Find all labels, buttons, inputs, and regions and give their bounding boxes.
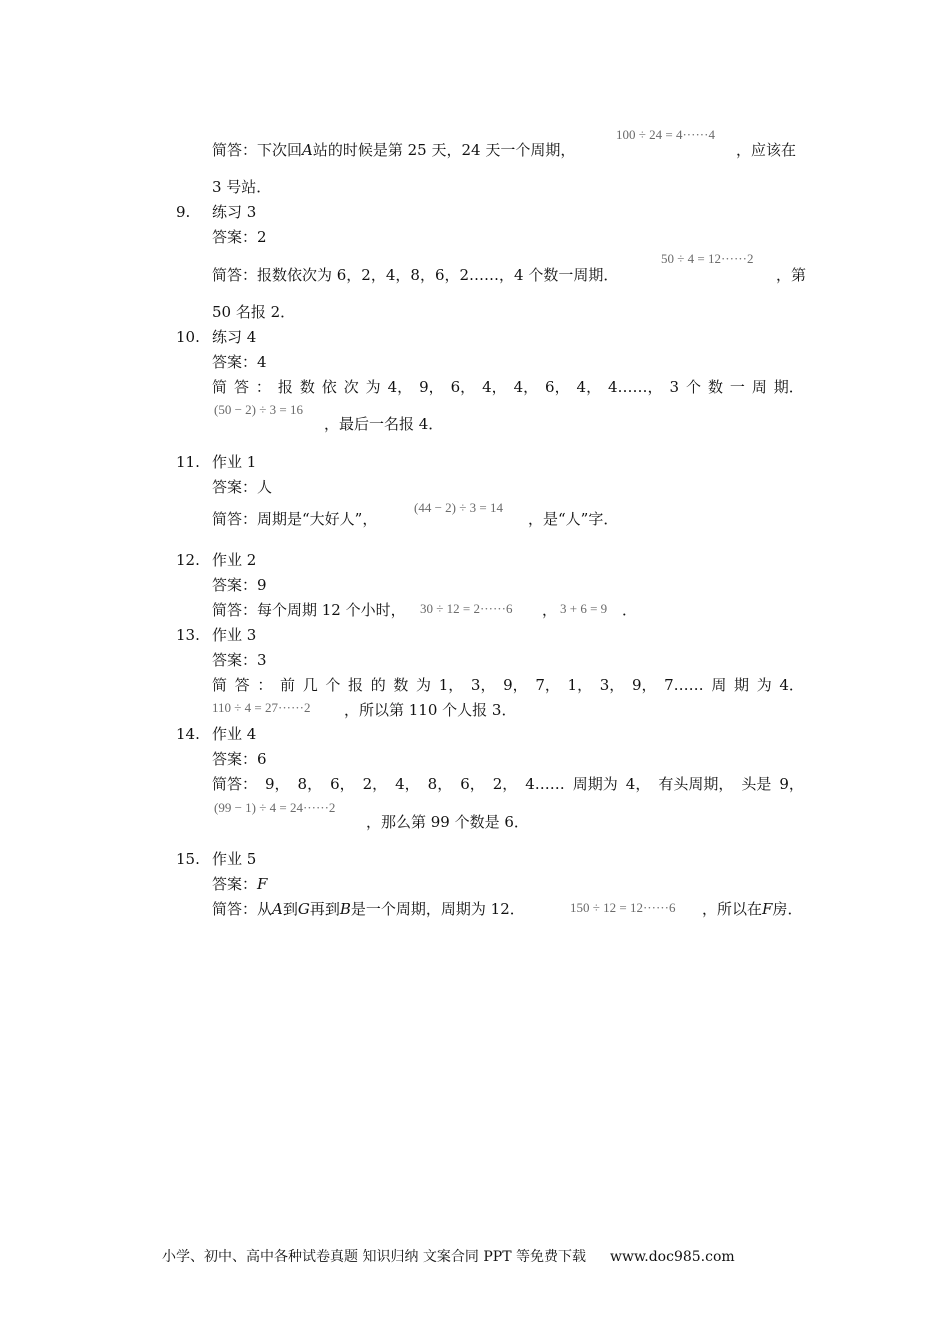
justified-token: 6， bbox=[460, 775, 485, 793]
justified-token: 期． bbox=[773, 378, 804, 396]
answer-label: 答案： bbox=[212, 875, 258, 893]
text-segment: 再到 bbox=[309, 900, 340, 918]
variable-a: A bbox=[302, 141, 313, 159]
justified-token: 简 bbox=[212, 676, 228, 694]
answer-line: 答案：2 bbox=[212, 228, 267, 246]
item-title: 作业 5 bbox=[212, 850, 257, 868]
justified-token: 的 bbox=[370, 676, 386, 694]
justified-token: 4， bbox=[513, 378, 539, 396]
math-expression: 150 ÷ 12 = 12······6 bbox=[570, 900, 676, 915]
justified-token: 为 bbox=[365, 378, 381, 396]
math-expression: (99 − 1) ÷ 4 = 24······2 bbox=[214, 800, 336, 815]
answer-line: 答案：4 bbox=[212, 353, 267, 371]
answer-line: 答案：人 bbox=[212, 478, 273, 496]
text-segment: ， bbox=[542, 601, 558, 619]
justified-token: 一 bbox=[729, 378, 745, 396]
justified-token: 7…… bbox=[664, 676, 704, 694]
footer-url[interactable]: www.doc985.com bbox=[609, 1249, 735, 1265]
answer-explanation-line bbox=[702, 899, 802, 919]
justified-token: 3， bbox=[599, 676, 625, 694]
justified-token: 几 bbox=[302, 676, 318, 694]
justified-token: 简答： bbox=[212, 775, 258, 793]
justified-token: 数 bbox=[393, 676, 409, 694]
variable-f: F bbox=[762, 900, 773, 918]
answer-explanation-line-justified bbox=[212, 774, 804, 794]
justified-token: 4． bbox=[779, 676, 804, 694]
justified-token: 1， bbox=[438, 676, 464, 694]
answer-line: 答案：6 bbox=[212, 750, 267, 768]
justified-token: 报 bbox=[348, 676, 364, 694]
justified-token: 数 bbox=[299, 378, 315, 396]
justified-token: 4， bbox=[387, 378, 413, 396]
justified-token: ： bbox=[255, 378, 271, 396]
justified-token: 4， bbox=[576, 378, 602, 396]
justified-token: 7， bbox=[535, 676, 560, 694]
item-title: 练习 4 bbox=[212, 328, 257, 346]
justified-token: 周 bbox=[751, 378, 767, 396]
justified-token: 3 bbox=[669, 378, 680, 396]
justified-token: 为 bbox=[416, 676, 432, 694]
answer-line bbox=[212, 874, 267, 894]
justified-token: 8， bbox=[427, 775, 453, 793]
justified-token: 4， bbox=[395, 775, 420, 793]
justified-token: 个 bbox=[325, 676, 341, 694]
justified-token: 答 bbox=[234, 676, 250, 694]
answer-explanation-line: 3 号站． bbox=[212, 178, 272, 196]
justified-token: 数 bbox=[707, 378, 723, 396]
text-segment: ，是“人”字． bbox=[528, 510, 619, 528]
justified-token: 次 bbox=[343, 378, 359, 396]
justified-token: 头是 bbox=[741, 775, 772, 793]
item-number: 9. bbox=[176, 203, 191, 221]
text-segment: ，所以第 110 个人报 3． bbox=[344, 701, 517, 719]
text-segment: ，所以在 bbox=[702, 900, 763, 918]
justified-token: 9， bbox=[419, 378, 444, 396]
justified-token: 9， bbox=[503, 676, 528, 694]
math-expression: 30 ÷ 12 = 2······6 bbox=[420, 601, 513, 616]
justified-token: 9， bbox=[631, 676, 657, 694]
item-title: 作业 4 bbox=[212, 725, 257, 743]
item-title: 练习 3 bbox=[212, 203, 257, 221]
item-title: 作业 3 bbox=[212, 626, 257, 644]
justified-token: 个 bbox=[685, 378, 701, 396]
answer-explanation-line-justified bbox=[212, 377, 804, 397]
justified-token: 简 bbox=[212, 378, 228, 396]
item-number: 13. bbox=[176, 626, 200, 644]
justified-token: 3， bbox=[470, 676, 496, 694]
item-number: 15. bbox=[176, 850, 200, 868]
justified-token: 有头周期， bbox=[658, 775, 734, 793]
justified-token: 6， bbox=[330, 775, 355, 793]
variable-g: G bbox=[297, 900, 310, 918]
text-segment: 简答：从 bbox=[212, 900, 273, 918]
math-expression: (50 − 2) ÷ 3 = 16 bbox=[214, 402, 303, 417]
text-segment: 站的时候是第 25 天，24 天一个周期， bbox=[312, 141, 576, 159]
justified-token: 4， bbox=[482, 378, 507, 396]
answer-explanation-line: 50 名报 2． bbox=[212, 303, 296, 321]
footer-text: 小学、初中、高中各种试卷真题 知识归纳 文案合同 PPT 等免费下载 bbox=[162, 1249, 586, 1265]
text-segment: ，第 bbox=[776, 266, 807, 284]
answer-explanation-line: 简答：每个周期 12 个小时， bbox=[212, 601, 406, 619]
text-segment: ，那么第 99 个数是 6． bbox=[366, 813, 529, 831]
item-number: 14. bbox=[176, 725, 200, 743]
text-segment: ，最后一名报 4． bbox=[324, 415, 444, 433]
answer-explanation-line: 简答：报数依次为 6，2，4，8，6，2……，4 个数一周期． bbox=[212, 266, 619, 284]
justified-token: 2， bbox=[492, 775, 518, 793]
item-number: 12. bbox=[176, 551, 200, 569]
text-segment: 到 bbox=[282, 900, 298, 918]
text-segment: 简答：下次回 bbox=[212, 141, 303, 159]
justified-token: 期 bbox=[734, 676, 750, 694]
math-expression: (44 − 2) ÷ 3 = 14 bbox=[414, 500, 503, 515]
justified-token: ： bbox=[257, 676, 273, 694]
math-expression: 3 + 6 = 9 bbox=[560, 601, 608, 616]
variable-b: B bbox=[339, 900, 351, 918]
justified-token: 为 bbox=[756, 676, 772, 694]
justified-token: 8， bbox=[297, 775, 323, 793]
answer-explanation-line bbox=[212, 140, 575, 160]
item-title: 作业 1 bbox=[212, 453, 257, 471]
justified-token: 依 bbox=[321, 378, 337, 396]
text-segment: ． bbox=[622, 601, 638, 619]
justified-token: 4， bbox=[625, 775, 651, 793]
justified-token: 6， bbox=[450, 378, 476, 396]
text-segment: 是一个周期，周期为 12． bbox=[350, 900, 525, 918]
answer-value: F bbox=[257, 875, 268, 893]
justified-token: 6， bbox=[545, 378, 570, 396]
math-expression: 100 ÷ 24 = 4······4 bbox=[616, 127, 715, 142]
justified-token: 前 bbox=[280, 676, 296, 694]
answer-line: 答案：3 bbox=[212, 651, 267, 669]
justified-token: 9， bbox=[779, 775, 804, 793]
text-segment: 房． bbox=[772, 900, 803, 918]
justified-token: 答 bbox=[233, 378, 249, 396]
justified-token: 2， bbox=[362, 775, 388, 793]
math-expression: 50 ÷ 4 = 12······2 bbox=[661, 251, 754, 266]
text-segment: ，应该在 bbox=[736, 141, 797, 159]
variable-a: A bbox=[272, 900, 283, 918]
answer-explanation-line: 简答：周期是“大好人”， bbox=[212, 510, 378, 528]
justified-token: 1， bbox=[567, 676, 593, 694]
page-footer bbox=[162, 1247, 735, 1267]
justified-token: 周 bbox=[711, 676, 727, 694]
justified-token: 周期为 bbox=[572, 775, 618, 793]
answer-explanation-line-justified bbox=[212, 675, 804, 695]
answer-line: 答案：9 bbox=[212, 576, 267, 594]
item-title: 作业 2 bbox=[212, 551, 257, 569]
item-number: 10. bbox=[176, 328, 200, 346]
justified-token: 报 bbox=[277, 378, 293, 396]
answer-explanation-line bbox=[212, 899, 525, 919]
math-expression: 110 ÷ 4 = 27······2 bbox=[212, 700, 311, 715]
item-number: 11. bbox=[176, 453, 200, 471]
justified-token: 9， bbox=[265, 775, 290, 793]
justified-token: 4…… bbox=[525, 775, 565, 793]
justified-token: 4……， bbox=[608, 378, 663, 396]
